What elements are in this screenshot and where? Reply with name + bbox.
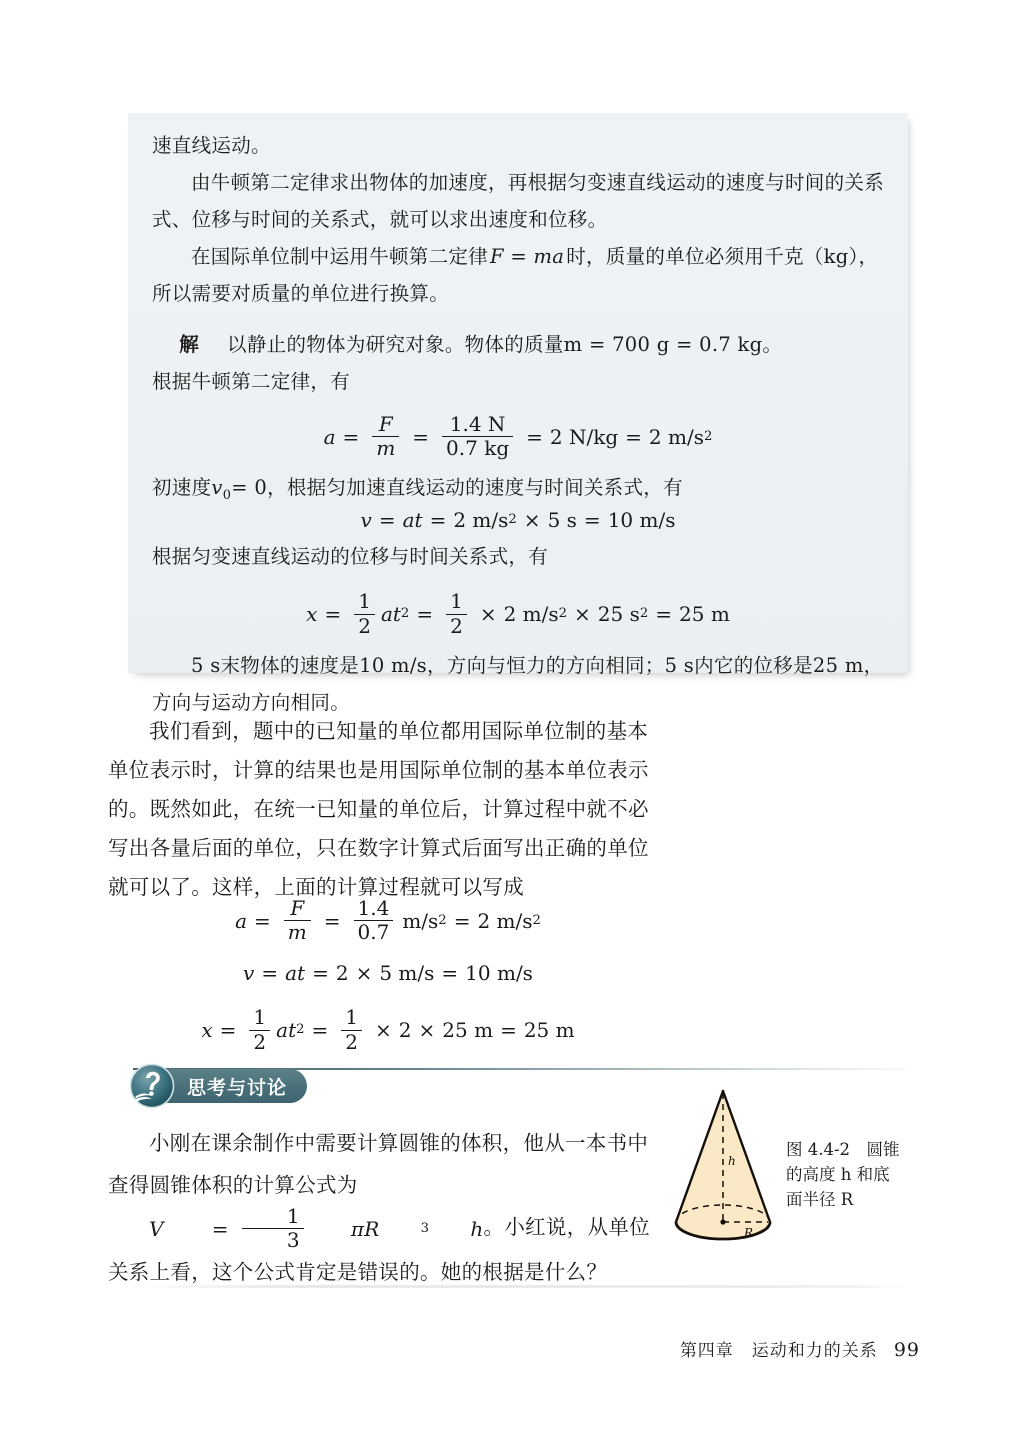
s-eq-x-value-1: 2: [398, 1018, 412, 1043]
formula-equals: =: [211, 1216, 229, 1241]
example-paragraph-1: 由牛顿第二定律求出物体的加速度，再根据匀变速直线运动的速度与时间的关系式、位移与时间的关系式，就可以求出速度和位移。: [152, 171, 885, 231]
v0-symbol: v: [211, 476, 223, 500]
cone-height-label: h: [728, 1154, 736, 1168]
eq-v-at: at: [402, 508, 423, 533]
fraction-denominator: 2: [341, 1030, 362, 1053]
eq-x-value-2: 25 s: [597, 602, 640, 627]
s-eq-a-equals-3: =: [453, 908, 471, 933]
eq-a-equals-4: =: [625, 424, 642, 449]
v0-post: = 0，根据匀加速直线运动的速度与时间关系式，有: [231, 476, 683, 500]
eq-v-times: ×: [523, 508, 541, 533]
discussion-body: [108, 1122, 668, 1293]
eq-x-times-1: ×: [479, 602, 497, 627]
formula-h: h: [470, 1216, 484, 1241]
fraction-numerator: 1.4: [357, 896, 390, 920]
s-eq-v-lhs: v: [243, 961, 255, 986]
s-eq-v-equals-1: =: [261, 961, 279, 986]
figure-caption-line-3: 面半径 R: [786, 1190, 854, 1209]
discussion-bottom-rule: [150, 1285, 910, 1288]
cone-volume-formula: V = $\frac{1}{3}$ πR 3 h: [108, 1206, 484, 1251]
example-conclusion: 5 s末物体的速度是10 m/s，方向与恒力的方向相同；5 s内它的位移是25 m，方向与运动方向相同。: [152, 653, 884, 714]
s-eq-x-equals-2: =: [311, 1018, 329, 1043]
discussion-badge-label: 思考与讨论: [147, 1069, 307, 1103]
eq-x-times-2: ×: [574, 602, 591, 627]
question-book-icon: [129, 1063, 175, 1109]
explanation-block: [108, 712, 660, 907]
eq-v-equals-1: =: [378, 508, 396, 533]
s-eq-v-at: at: [285, 961, 306, 986]
fraction-one-half: [354, 591, 375, 636]
simplified-equation-acceleration: a = $\frac{F}{m}$ = $\frac{1.4}{0.7}$ m/s 2 = 2 m/s 2: [235, 896, 541, 945]
footer-chapter: 第四章 运动和力的关系: [679, 1341, 878, 1361]
discussion-paragraph: [108, 1122, 668, 1293]
fraction-one-half-2: [341, 1007, 362, 1052]
fraction-F-over-m: [284, 898, 311, 943]
s-eq-a-equals-1: =: [254, 908, 271, 933]
s-eq-x-times-2: ×: [418, 1018, 436, 1043]
continuation-line: 速直线运动。: [152, 134, 271, 157]
fraction-denominator: m: [372, 436, 399, 459]
formula-pi-R: πR: [350, 1216, 380, 1241]
footer-page-number: 99: [893, 1339, 920, 1361]
discussion-text-post: 。小红说，从单位关系上看，这个公式肯定是错误的。她的根据是什么？: [108, 1215, 650, 1285]
simplified-equation-displacement: x = $\frac{1}{2}$ at 2 = $\frac{1}{2}$ × 2 × 25 m = 25 m: [201, 1005, 575, 1054]
fraction-denominator: m: [284, 920, 311, 943]
equation-displacement: x = $\frac{1}{2}$ at 2 = $\frac{1}{2}$ × 2 m/s 2 × 25 s 2 = 25 m: [306, 589, 730, 638]
eq-x-at-squared: at: [380, 602, 401, 627]
s-eq-v-equals-3: =: [441, 961, 459, 986]
newton-law-line: 根据牛顿第二定律，有: [152, 370, 351, 393]
eq-x-result: 25 m: [679, 602, 730, 627]
fraction-numerator: 1: [358, 589, 371, 614]
fraction-numerator: 1: [450, 589, 463, 614]
eq-x-equals-1: =: [324, 602, 342, 627]
solution-text: 以静止的物体为研究对象。物体的质量: [227, 333, 564, 356]
eq-v-value-2: 5 s: [547, 508, 577, 533]
fraction-denominator: 2: [249, 1030, 270, 1053]
s-eq-x-at-squared: at: [276, 1018, 297, 1043]
equation-velocity: v = at = 2 m/s 2 × 5 s = 10 m/s: [360, 508, 676, 533]
worked-example-box: [128, 113, 908, 714]
fraction-one-half: [249, 1007, 270, 1052]
v0-subscript: 0: [222, 488, 232, 504]
s-eq-v-equals-2: =: [312, 961, 329, 986]
fraction-denominator: 0.7 kg: [442, 436, 513, 459]
newton-second-law-formula: F = ma: [490, 245, 565, 268]
eq-v-lhs: v: [360, 508, 372, 533]
s-eq-x-times-1: ×: [375, 1018, 392, 1043]
displacement-line: 根据匀变速直线运动的位移与时间关系式，有: [152, 545, 549, 569]
explanation-paragraph: 我们看到，题中的已知量的单位都用国际单位制的基本单位表示时，计算的结果也是用国际单位制的基本单位表示的。既然如此，在统一已知量的单位后，计算过程中就不必写出各量后面的单位，只在数字计算式后面写出正确的单位就可以了。这样，上面的计算过程就可以写成: [108, 719, 649, 899]
fraction-denominator: 2: [446, 614, 467, 637]
para2-post: 时，质量的单位必须用千克（kg），所以需要对质量的单位进行换算。: [152, 245, 879, 305]
fraction-one-third: [242, 1206, 304, 1251]
initial-velocity-line: [152, 469, 884, 506]
s-eq-x-result: 25 m: [523, 1018, 575, 1043]
cone-diagram: [668, 1085, 778, 1260]
fraction-numerator: F: [290, 896, 305, 920]
eq-a-result-ms2: 2 m/s: [648, 424, 704, 449]
fraction-denominator: 0.7: [354, 920, 394, 943]
figure-caption: [786, 1137, 902, 1212]
s-eq-v-value-1: 2: [335, 961, 349, 986]
para2-pre: 在国际单位制中运用牛顿第二定律: [191, 245, 489, 268]
eq-a-equals-2: =: [412, 424, 430, 449]
example-paragraph-2: [152, 238, 884, 312]
s-eq-x-equals-1: =: [219, 1018, 237, 1043]
simplified-equation-velocity: [108, 961, 668, 985]
fraction-denominator: 2: [354, 614, 375, 637]
fraction-one-half-2: [446, 591, 467, 636]
discussion-text-pre: 小刚在课余制作中需要计算圆锥的体积，他从一本书中查得圆锥体积的计算公式为: [108, 1131, 649, 1197]
mass-value: m = 700 g = 0.7 kg。: [563, 333, 783, 356]
fraction-denominator: 3: [242, 1228, 304, 1251]
formula-lhs: V: [149, 1216, 164, 1241]
eq-a-lhs: a: [323, 424, 336, 449]
eq-a-equals-3: =: [526, 424, 543, 449]
eq-v-equals-2: =: [429, 508, 447, 533]
figure-caption-line-1: 图 4.4-2 圆锥: [786, 1140, 900, 1159]
cone-radius-label: R: [744, 1226, 754, 1240]
fraction-numerator: 1.4 N: [449, 412, 506, 436]
fraction-numeric: [354, 898, 394, 943]
s-eq-x-value-2: 25 m: [442, 1018, 494, 1043]
eq-x-equals-3: =: [655, 602, 673, 627]
s-eq-x-lhs: x: [201, 1018, 213, 1043]
discussion-badge: [129, 1063, 307, 1109]
simplified-equations-block: [108, 880, 668, 1071]
eq-x-lhs: x: [306, 602, 318, 627]
s-eq-a-lhs: a: [235, 908, 248, 933]
eq-x-equals-2: =: [416, 602, 434, 627]
fraction-force-over-mass: [442, 414, 513, 459]
page-footer: [0, 1336, 920, 1361]
eq-x-value-1: 2 m/s: [503, 602, 559, 627]
fraction-numerator: 1: [253, 1005, 267, 1030]
s-eq-a-result: 2 m/s: [477, 908, 533, 933]
s-eq-a-unit: m/s: [402, 908, 439, 933]
eq-v-value-1: 2 m/s: [453, 508, 509, 533]
solution-label: 解: [179, 333, 200, 356]
s-eq-v-result: 10 m/s: [465, 961, 533, 986]
v0-pre: 初速度: [152, 476, 212, 500]
figure-caption-line-2: 的高度 h 和底: [786, 1165, 890, 1184]
fraction-numerator: 1: [345, 1005, 359, 1030]
solution-line: [152, 326, 884, 363]
fraction-numerator: F: [378, 412, 393, 436]
eq-v-result: 10 m/s: [607, 508, 676, 533]
s-eq-a-equals-2: =: [323, 908, 341, 933]
s-eq-v-times: ×: [355, 961, 373, 986]
eq-v-equals-3: =: [583, 508, 601, 533]
cone-center-point: [720, 1219, 725, 1224]
fraction-numerator: 1: [286, 1204, 300, 1228]
eq-a-result-nkg: 2 N/kg: [549, 424, 619, 449]
s-eq-v-value-2: 5 m/s: [379, 961, 435, 986]
equation-acceleration: a = $\frac{F}{m}$ = $\frac{1.4 N}{0.7 kg}$ = 2 N/kg = 2 m/s 2: [323, 412, 713, 461]
eq-a-equals-1: =: [342, 424, 360, 449]
fraction-F-over-m: [372, 414, 399, 459]
s-eq-x-equals-3: =: [500, 1018, 517, 1043]
